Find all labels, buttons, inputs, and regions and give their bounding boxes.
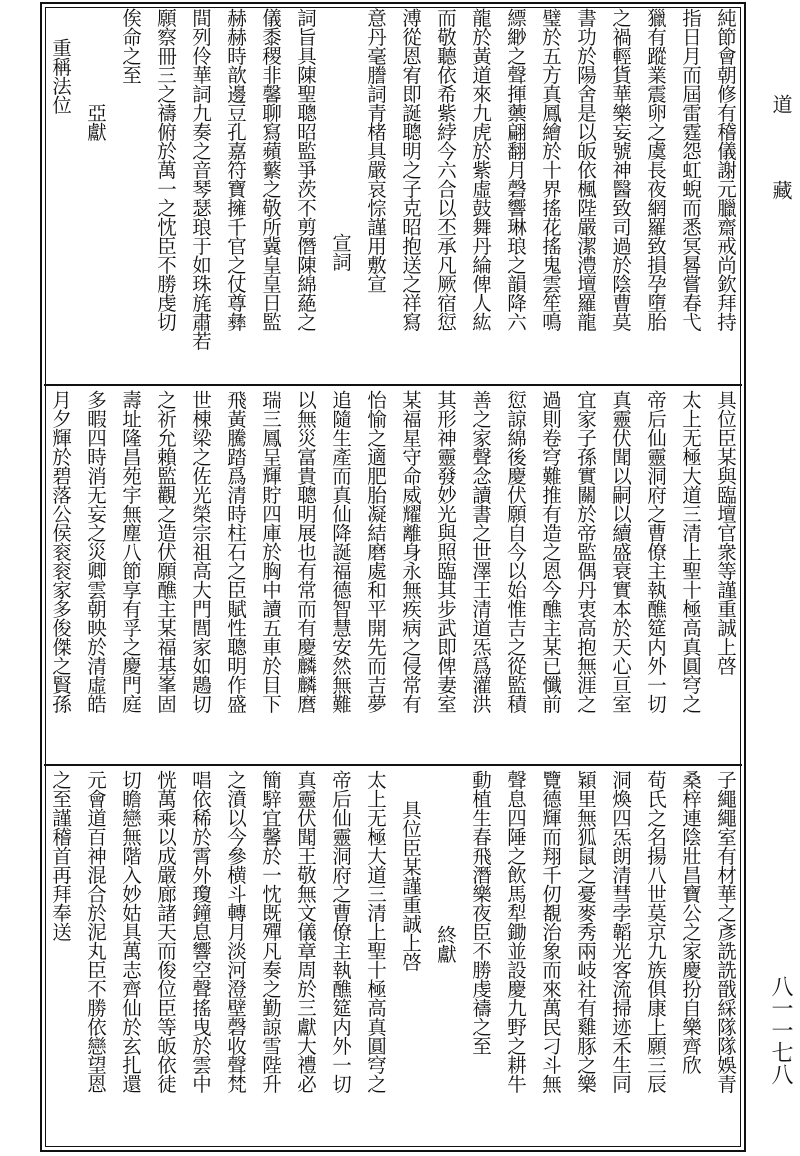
- text-panel-upper: [48, 8, 738, 380]
- text-column: 之祈允賴監觀之造伏願醮主某福基峯固: [154, 390, 177, 713]
- panel-divider-2: [44, 764, 742, 766]
- text-column: 元會道百神混合於泥丸臣不勝依戀望恩: [84, 770, 107, 1093]
- text-column: 聲息四陲之飲馬犁鋤並設慶九野之耕牛: [504, 770, 527, 1093]
- text-column: 具位臣某謹重誠上啓: [399, 800, 422, 971]
- text-column: 以無災富貴聰明展也有常而有慶麟麟麿: [294, 390, 317, 713]
- text-column: 而敬聽依希紫綍今六合以丕承凡厥宿愆: [434, 8, 457, 331]
- text-column: 縹緲之聲揮蘌翩翻月磬響琳琅之韻降六: [504, 8, 527, 331]
- text-column: 多暇四時消无妄之災卿雲朝映於清虛皓: [84, 390, 107, 713]
- text-column: 追隨生產而真仙降誕福德智慧安然無難: [329, 390, 352, 713]
- text-column: 怡愉之適肥胎凝結磨處和平開先而吉夢: [364, 390, 387, 713]
- text-column: 唱依稀於霄外瓊鐘息響空聲搖曳於雲中: [189, 770, 212, 1093]
- text-column: 純節會朝修有稽儀謝元臘齋戒尚欽拜持: [714, 8, 737, 331]
- text-column: 切瞻戀無階入妙姑具萬志齊仙於玄扎還: [119, 770, 142, 1093]
- text-column: 過則卷穹難推有造之恩今醮主某已懺前: [539, 390, 562, 713]
- text-panel-lower: [48, 770, 738, 1146]
- text-column: 璧於五方真鳳繪於十界搖花搖鬼雲笙鳴: [539, 8, 562, 331]
- text-column: 某福星守命威耀離身永無疾病之侵常有: [399, 390, 422, 713]
- folio-number: 八一一七八: [768, 975, 793, 1085]
- text-column: 其形神靈發妙光與照臨其步武即俾妻室: [434, 390, 457, 713]
- text-column: 具位臣某與臨壇官衆等謹重誠上啓: [714, 390, 737, 675]
- text-column: 愆諒綿後慶伏願自今以始惟吉之從監積: [504, 390, 527, 713]
- text-column: 亞獻: [84, 103, 107, 141]
- text-column: 間列伶華詞九奏之音琴瑟琅于如珠旄肅若: [189, 8, 212, 350]
- margin-title-char-1: 道: [769, 94, 793, 114]
- text-column: 溥從恩宥即誕聰明之子克昭抱送之祥寫: [399, 8, 422, 331]
- text-column: 世棟梁之佐光榮宗祖高大門閭家如鶗切: [189, 390, 212, 713]
- text-column: 瑞三鳳呈輝貯四庫於胸中讀五車於目下: [259, 390, 282, 713]
- text-column: 動植生春飛潛樂夜臣不勝虔禱之至: [469, 770, 492, 1055]
- text-column: 太上无極大道三清上聖十極高真圓穹之: [364, 770, 387, 1093]
- text-column: 之至謹稽首再拜奉送: [49, 770, 72, 941]
- margin-title-char-2: 藏: [769, 180, 793, 200]
- text-column: 宜家子孫實關於帝監偶丹衷高抱無涯之: [574, 390, 597, 713]
- text-column: 善之家聲念讀書之世澤王清道炁爲灌洪: [469, 390, 492, 713]
- text-column: 穎里無狐鼠之憂麥秀兩岐社有雞豚之樂: [574, 770, 597, 1093]
- text-column: 子繩繩室有材華之彥詵詵戩綵隊隊娛青: [714, 770, 737, 1093]
- text-column: 帝后仙靈洞府之曹僚主執醮筵内外一切: [644, 390, 667, 713]
- text-column: 願察冊三之禱俯於萬一之忱臣不勝虔切: [154, 8, 177, 331]
- text-column: 壽址隆昌苑宇無塵八節享有孚之慶門庭: [119, 390, 142, 713]
- text-column: 飛黃騰踏爲清時柱石之臣賦性聰明作盛: [224, 390, 247, 713]
- text-column: 終獻: [434, 925, 457, 963]
- text-column: 月夕輝於碧落公侯衮衮家多俊傑之賢孫: [49, 390, 72, 713]
- panel-divider-1: [44, 384, 742, 386]
- text-column: 真靈伏聞王敬無文儀章周於三獻大禮必: [294, 770, 317, 1093]
- text-column: 俟命之至: [119, 8, 142, 84]
- text-column: 桑梓連陰壯昌寶公之家慶扮自樂齊欣: [679, 770, 702, 1074]
- text-column: 太上无極大道三清上聖十極高真圓穹之: [679, 390, 702, 713]
- text-column: 意丹毫謄詞青楮具嚴哀悰謹用敷宣: [364, 8, 387, 293]
- text-column: 簡騂宜馨於一忱既殫凡奏之勤諒雪陛升: [259, 770, 282, 1093]
- text-column: 獵有蹤業震卵之虞長夜網羅致損孕墮胎: [644, 8, 667, 331]
- text-column: 洞煥四炁朗清彗孛韜光客流掃迹禾生同: [609, 770, 632, 1093]
- text-column: 書功於陽舍是以皈依楓陛嚴潔澧壇羅龍: [574, 8, 597, 331]
- text-panel-middle: [48, 390, 738, 760]
- text-column: 儀黍稷非馨聊寫蘋蘩之敬所冀皇皇日監: [259, 8, 282, 331]
- text-column: 指日月而屆雷霆怨虹蜺而悉冥晷嘗春弋: [679, 8, 702, 331]
- text-column: 覽德輝而翔千仞覩治象而來萬民刁斗無: [539, 770, 562, 1093]
- text-column: 恍萬乘以成嚴廊諸天而俊位臣等皈依徒: [154, 770, 177, 1093]
- text-column: 詞旨具陳聖聰昭監爭茨不剪僭陳綿蕝之: [294, 8, 317, 331]
- text-column: 之禍輕貨華樂妄號神醫致司過於陰曹莫: [609, 8, 632, 331]
- text-column: 宣詞: [329, 233, 352, 271]
- text-column: 重稱法位: [49, 38, 72, 114]
- text-column: 帝后仙靈洞府之曹僚主執醮筵内外一切: [329, 770, 352, 1093]
- text-column: 真靈伏聞以嗣以續盛衰實本於天心亘室: [609, 390, 632, 713]
- text-column: 龍於黃道來九虎於紫虛鼓舞丹綸俾人紘: [469, 8, 492, 331]
- text-column: 之濆以今參横斗轉月淡河澄壁磬收聲梵: [224, 770, 247, 1093]
- text-column: 荀氏之名揚八世莫京九族俱康上願三辰: [644, 770, 667, 1093]
- text-column: 赫赫時歆邊豆孔嘉符寶擁千官之仗尊彝: [224, 8, 247, 331]
